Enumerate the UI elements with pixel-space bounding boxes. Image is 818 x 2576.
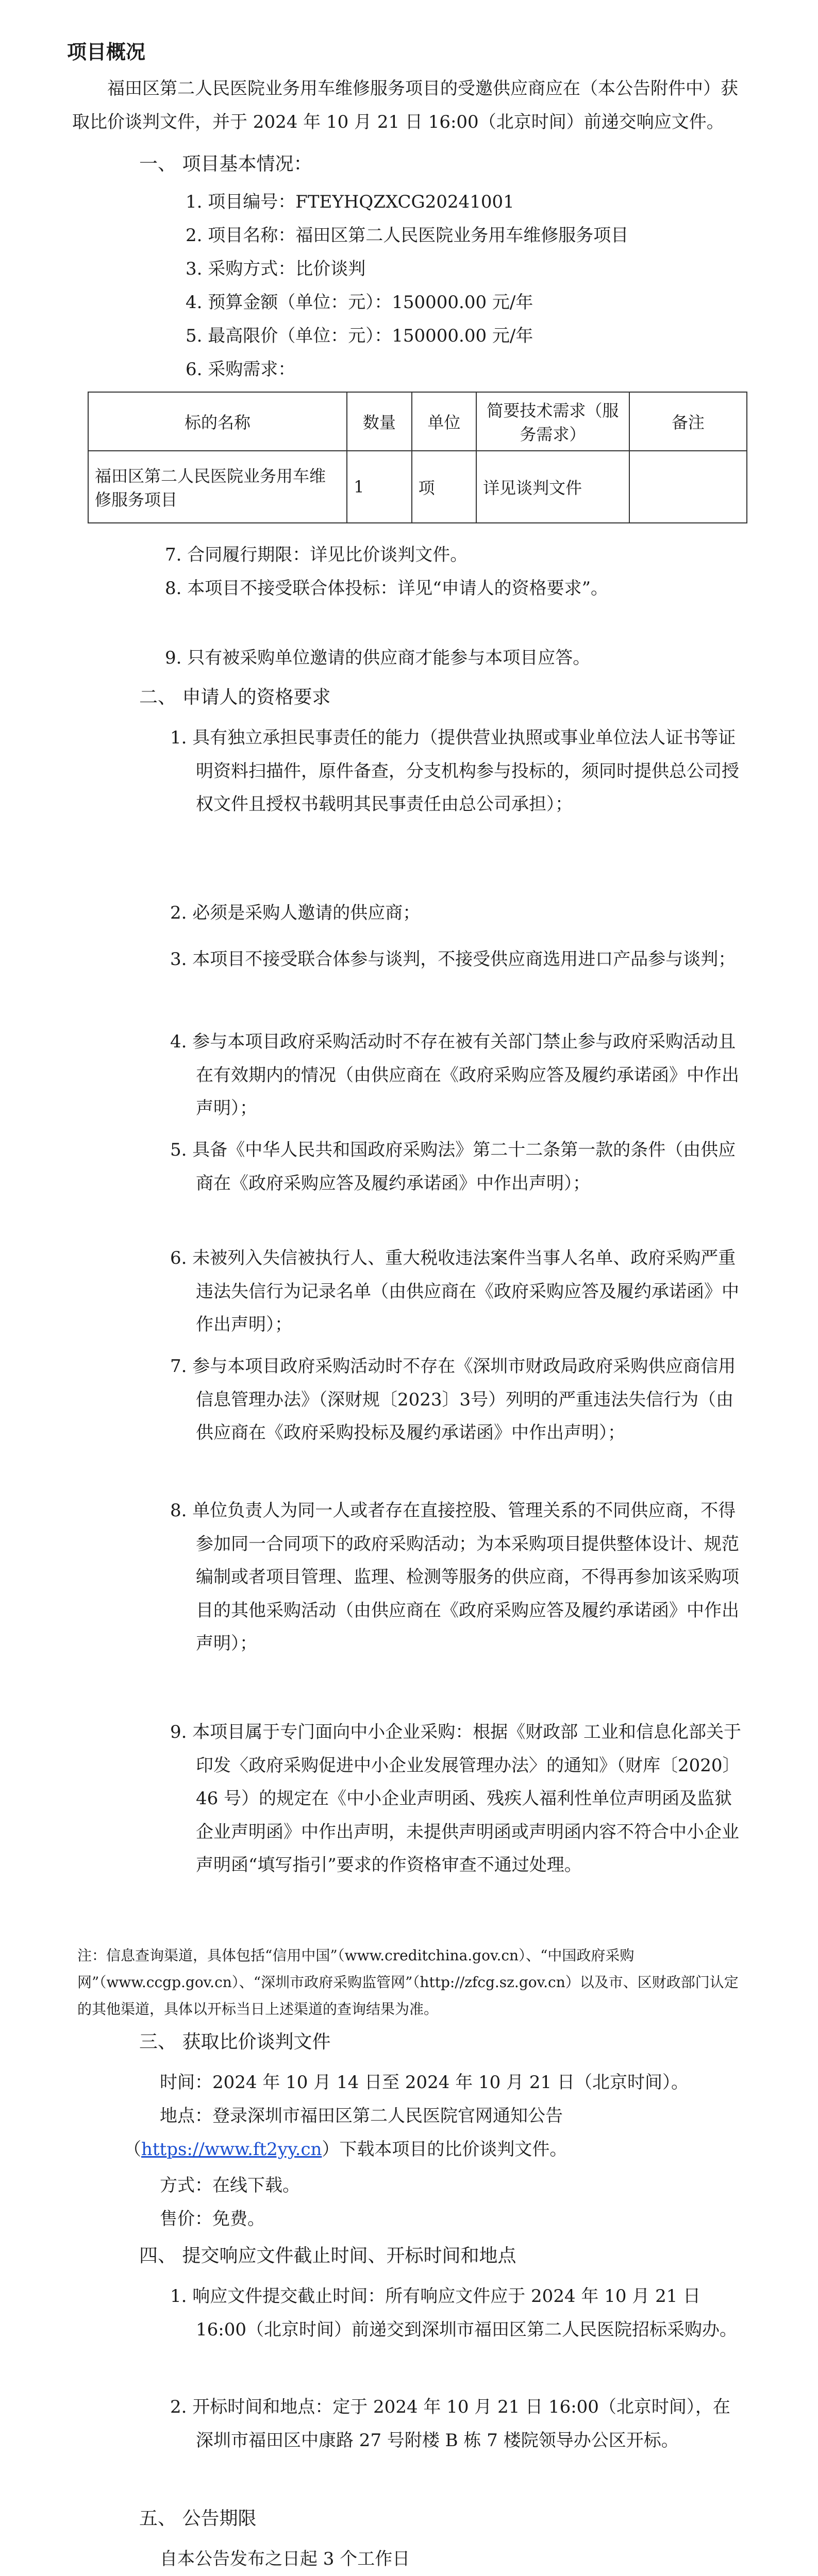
procurement-table xyxy=(88,392,747,523)
s4-item-1: 1. 响应文件提交截止时间：所有响应文件应于 2024 年 10 月 21 日 16:00（北京时间）前递交到深圳市福田区第二人民医院招标采购办。 xyxy=(170,2286,737,2340)
s3-location-cont: （https://www.ft2yy.cn）下载本项目的比价谈判文件。 xyxy=(124,2139,567,2160)
s2-item-6: 6. 未被列入失信被执行人、重大税收违法案件当事人名单、政府采购严重违法失信行为记录名单（由供应商在《政府采购应答及履约承诺函》中作出声明）； xyxy=(170,1248,739,1335)
section-5-heading: 五、 公告期限 xyxy=(139,2508,257,2529)
table-cell xyxy=(629,451,747,523)
s5-text: 自本公告发布之日起 3 个工作日 xyxy=(160,2549,410,2569)
s1-item-7: 7. 合同履行期限：详见比价谈判文件。 xyxy=(165,545,468,565)
s3-time: 时间：2024 年 10 月 14 日至 2024 年 10 月 21 日（北京时间）。 xyxy=(160,2072,689,2093)
s1-item-6: 6. 采购需求： xyxy=(186,359,296,380)
s2-item-5: 5. 具备《中华人民共和国政府采购法》第二十二条第一款的条件（由供应商在《政府采购应答及履约承诺函》中作出声明）； xyxy=(170,1140,736,1194)
table-header-cell: 标的名称 xyxy=(88,392,347,451)
s2-item-8: 8. 单位负责人为同一人或者存在直接控股、管理关系的不同供应商，不得参加同一合同项下的政府采购活动；为本采购项目提供整体设计、规范编制或者项目管理、监理、检测等服务的供应商，不得再参加该采购项目的其他采购活动（由供应商在《政府采购应答及履约承诺函》中作出声明）； xyxy=(170,1500,739,1654)
table-header-cell: 备注 xyxy=(629,392,747,451)
s1-item-1: 1. 项目编号：FTEYHQZXCG20241001 xyxy=(186,192,514,212)
section-2-heading: 二、 申请人的资格要求 xyxy=(139,687,331,708)
qualification-note: 注：信息查询渠道，具体包括“信用中国”（www.creditchina.gov.cn）、“中国政府采购网”（www.ccgp.gov.cn）、“深圳市政府采购监管网”（http://zfcg.sz.gov.cn）以及市、区财政部门认定的其他渠道，具体以开标当日上述渠道的查询结果为准。 xyxy=(77,1947,739,2018)
s1-item-9: 9. 只有被采购单位邀请的供应商才能参与本项目应答。 xyxy=(165,648,591,668)
s3-method: 方式：在线下载。 xyxy=(160,2175,300,2196)
s2-item-7: 7. 参与本项目政府采购活动时不存在《深圳市财政局政府采购供应商信用信息管理办法》（深财规〔2023〕3号）列明的严重违法失信行为（由供应商在《政府采购投标及履约承诺函》中作出声明）； xyxy=(170,1356,736,1444)
s3-price: 售价：免费。 xyxy=(160,2209,265,2229)
intro-paragraph: 福田区第二人民医院业务用车维修服务项目的受邀供应商应在（本公告附件中）获取比价谈判文件，并于 2024 年 10 月 21 日 16:00（北京时间）前递交响应文件。 xyxy=(72,78,738,132)
table-cell: 1 xyxy=(347,451,412,523)
section-4-heading: 四、 提交响应文件截止时间、开标时间和地点 xyxy=(139,2245,516,2266)
table-header-cell: 单位 xyxy=(412,392,477,451)
table-row xyxy=(88,451,747,523)
table-header-cell: 数量 xyxy=(347,392,412,451)
s4-item-2: 2. 开标时间和地点：定于 2024 年 10 月 21 日 16:00（北京时间），在深圳市福田区中康路 27 号附楼 B 栋 7 楼院领导办公区开标。 xyxy=(170,2397,730,2451)
s3-location: 地点：登录深圳市福田区第二人民医院官网通知公告 xyxy=(160,2106,563,2126)
s2-item-4: 4. 参与本项目政府采购活动时不存在被有关部门禁止参与政府采购活动且在有效期内的情况（由供应商在《政府采购应答及履约承诺函》中作出声明）； xyxy=(170,1031,739,1119)
s1-item-5: 5. 最高限价（单位：元）：150000.00 元/年 xyxy=(186,326,533,346)
table-cell: 详见谈判文件 xyxy=(476,451,629,523)
hospital-site-link[interactable]: https://www.ft2yy.cn xyxy=(141,2139,322,2160)
page-title: 项目概况 xyxy=(67,40,146,63)
section-1-heading: 一、 项目基本情况： xyxy=(139,154,312,175)
table-header-cell: 简要技术需求（服务需求） xyxy=(476,392,629,451)
s2-item-1: 1. 具有独立承担民事责任的能力（提供营业执照或事业单位法人证书等证明资料扫描件，原件备查，分支机构参与投标的，须同时提供总公司授权文件且授权书载明其民事责任由总公司承担）； xyxy=(170,727,739,815)
table-cell: 项 xyxy=(412,451,477,523)
section-3-heading: 三、 获取比价谈判文件 xyxy=(139,2031,331,2053)
s1-item-3: 3. 采购方式：比价谈判 xyxy=(186,259,366,279)
s2-item-3: 3. 本项目不接受联合体参与谈判，不接受供应商选用进口产品参与谈判； xyxy=(170,949,736,970)
table-header-row xyxy=(88,392,747,451)
s1-item-4: 4. 预算金额（单位：元）：150000.00 元/年 xyxy=(186,292,533,313)
s2-item-2: 2. 必须是采购人邀请的供应商； xyxy=(170,903,421,923)
s1-item-8: 8. 本项目不接受联合体投标：详见“申请人的资格要求”。 xyxy=(165,578,609,599)
table-cell: 福田区第二人民医院业务用车维修服务项目 xyxy=(88,451,347,523)
s1-item-2: 2. 项目名称：福田区第二人民医院业务用车维修服务项目 xyxy=(186,225,629,246)
s2-item-9: 9. 本项目属于专门面向中小企业采购：根据《财政部 工业和信息化部关于印发〈政府采购促进中小企业发展管理办法〉的通知》（财库〔2020〕46 号）的规定在《中小企业声明函、残疾人福利性单位声明函及监狱企业声明函》中作出声明，未提供声明函或声明函内容不符合中小企业声明函“填写指引”要求的作资格审查不通过处理。 xyxy=(170,1722,742,1876)
